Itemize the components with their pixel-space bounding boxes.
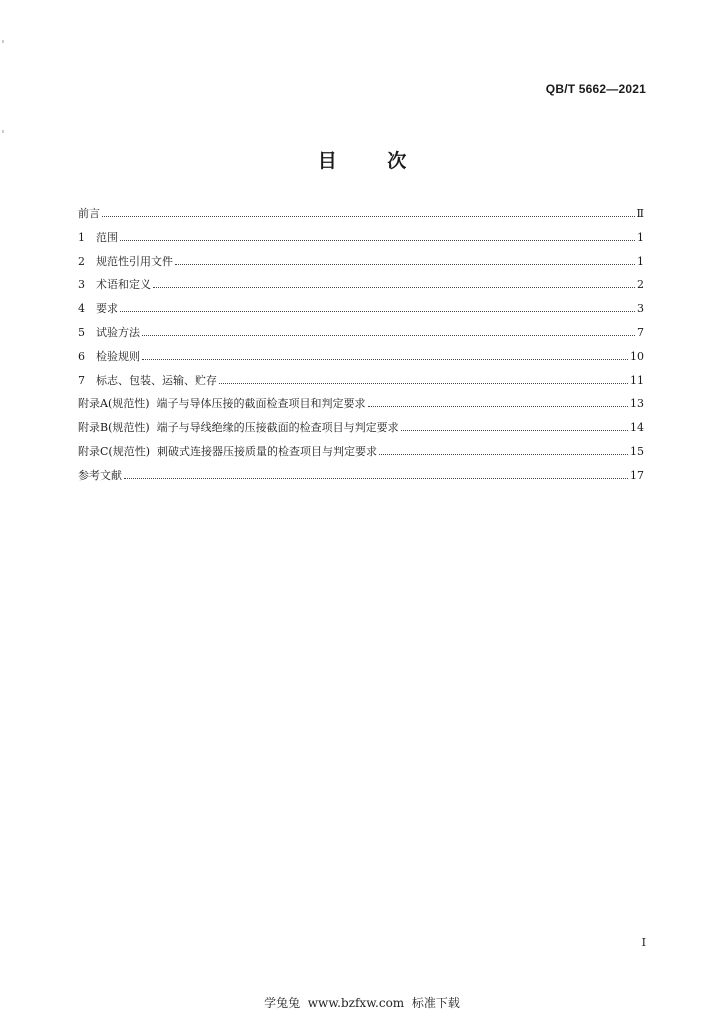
table-of-contents <box>78 205 644 491</box>
toc-entry-page: 1 <box>637 230 644 244</box>
toc-entry-6[interactable] <box>78 348 644 372</box>
dot-leader <box>401 430 628 431</box>
toc-entry-7[interactable] <box>78 372 644 396</box>
dot-leader <box>142 359 628 360</box>
footer-watermark: 学兔兔 www.bzfxw.com 标准下载 <box>264 996 460 1010</box>
toc-entry-page: 1 <box>637 254 644 268</box>
toc-entry-bibliography[interactable] <box>78 467 644 491</box>
toc-entry-number: 7 <box>78 373 85 387</box>
edge-mark <box>2 130 4 133</box>
toc-entry-label: 参考文献 <box>78 468 122 482</box>
toc-entry-annex-b[interactable] <box>78 419 644 443</box>
toc-entry-foreword[interactable] <box>78 205 644 229</box>
toc-entry-number: 2 <box>78 254 85 268</box>
toc-entry-annex-a[interactable] <box>78 395 644 419</box>
dot-leader <box>120 311 635 312</box>
toc-entry-label: 要求 <box>96 302 118 316</box>
toc-entry-5[interactable] <box>78 324 644 348</box>
dot-leader <box>120 240 635 241</box>
toc-entry-page: 10 <box>630 349 644 363</box>
toc-entry-page: 14 <box>630 421 644 435</box>
toc-entry-label: 附录B(规范性) 端子与导线绝缘的压接截面的检查项目与判定要求 <box>78 421 399 435</box>
dot-leader <box>124 478 628 479</box>
toc-entry-page: 11 <box>630 373 644 387</box>
toc-entry-page: 13 <box>630 397 644 411</box>
dot-leader <box>153 287 635 288</box>
toc-entry-number: 6 <box>78 349 85 363</box>
toc-entry-label: 附录A(规范性) 端子与导体压接的截面检查项目和判定要求 <box>78 397 366 411</box>
dot-leader <box>219 383 628 384</box>
toc-entry-label: 附录C(规范性) 刺破式连接器压接质量的检查项目与判定要求 <box>78 444 377 458</box>
toc-entry-number: 3 <box>78 278 85 292</box>
toc-entry-label: 术语和定义 <box>96 278 151 292</box>
toc-entry-number: 4 <box>78 302 85 316</box>
dot-leader <box>368 406 628 407</box>
toc-entry-page: 17 <box>630 468 644 482</box>
toc-entry-number: 5 <box>78 325 85 339</box>
toc-entry-label: 前言 <box>78 207 100 220</box>
toc-entry-label: 规范性引用文件 <box>96 254 173 268</box>
toc-entry-2[interactable] <box>78 253 644 277</box>
page-number: I <box>641 936 646 949</box>
toc-entry-page: 3 <box>637 302 644 316</box>
toc-entry-page: Ⅱ <box>636 207 644 220</box>
toc-entry-label: 标志、包装、运输、贮存 <box>96 373 217 387</box>
dot-leader <box>379 454 628 455</box>
toc-entry-page: 2 <box>637 278 644 292</box>
dot-leader <box>142 335 635 336</box>
toc-entry-number: 1 <box>78 230 85 244</box>
toc-entry-4[interactable] <box>78 300 644 324</box>
dot-leader <box>175 264 635 265</box>
toc-entry-3[interactable] <box>78 276 644 300</box>
toc-entry-page: 15 <box>630 444 644 458</box>
toc-entry-label: 范围 <box>96 230 118 244</box>
toc-entry-page: 7 <box>637 325 644 339</box>
toc-entry-label: 检验规则 <box>96 349 140 363</box>
toc-entry-label: 试验方法 <box>96 325 140 339</box>
toc-entry-annex-c[interactable] <box>78 443 644 467</box>
page-title: 目 次 <box>317 150 429 172</box>
toc-entry-1[interactable] <box>78 229 644 253</box>
edge-mark <box>2 40 4 43</box>
standard-code: QB/T 5662—2021 <box>545 82 646 96</box>
dot-leader <box>102 216 635 217</box>
